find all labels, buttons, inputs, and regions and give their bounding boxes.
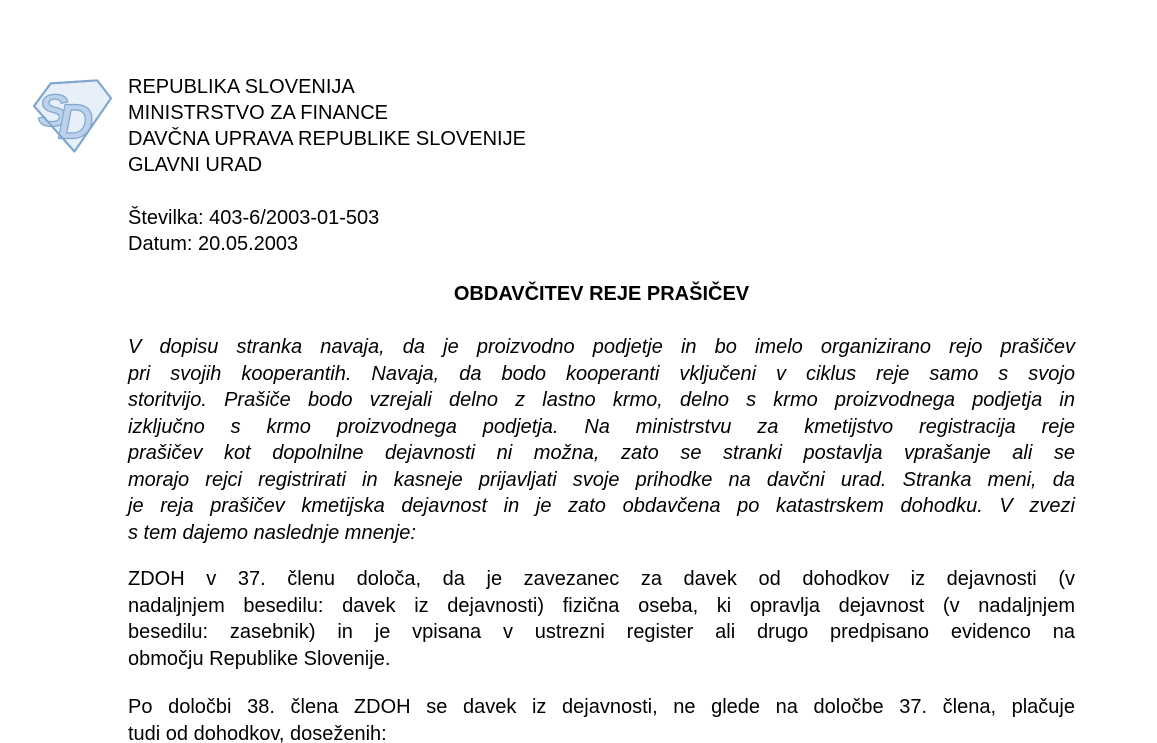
paragraph-line: tudi od dohodkov, doseženih: xyxy=(128,722,387,743)
paragraph-line: storitvijo. Prašiče bodo vzrejali delno z lastno krmo, delno s krmo proizvodnega podjetja in xyxy=(128,389,1075,411)
paragraph-line: prašičev kot dopolnilne dejavnosti ni možna, zato se stranki postavlja vprašanje ali se xyxy=(128,442,1075,464)
letterhead-line-tax-administration: DAVČNA UPRAVA REPUBLIKE SLOVENIJE xyxy=(128,128,526,150)
paragraph-zdoh-article-38 xyxy=(128,694,1075,743)
paragraph-client-statement xyxy=(128,334,1075,546)
paragraph-line: območju Republike Slovenije. xyxy=(128,647,391,670)
paragraph-line: pri svojih kooperantih. Navaja, da bodo kooperanti vključeni v ciklus reje samo s svojo xyxy=(128,362,1075,385)
document-meta xyxy=(128,205,379,257)
letterhead-line-main-office: GLAVNI URAD xyxy=(128,154,263,176)
paragraph-line: je reja prašičev kmetijska dejavnost in je zato obdavčena po katastrskem dohodku. V zvezi xyxy=(128,495,1075,517)
paragraph-line: besedilu: zasebnik) in je vpisana v ustrezni register ali drugo predpisano evidenco na xyxy=(128,621,1075,643)
logo-letter-d: D xyxy=(57,94,94,150)
tax-administration-gem-logo xyxy=(30,72,114,154)
date-line: Datum: 20.05.2003 xyxy=(128,233,299,255)
paragraph-line: V dopisu stranka navaja, da je proizvodno podjetje in bo imelo organizirano rejo prašičev xyxy=(128,336,1075,358)
letterhead-line-republic: REPUBLIKA SLOVENIJA xyxy=(128,76,355,98)
reference-number-line: Številka: 403-6/2003-01-503 xyxy=(128,207,380,229)
paragraph-line: nadaljnjem besedilu: davek iz dejavnosti) fizična oseba, ki opravlja dejavnost (v nadaljnjem xyxy=(128,594,1075,617)
letterhead xyxy=(128,74,526,178)
paragraph-zdoh-article-37 xyxy=(128,566,1075,672)
paragraph-line: izključno s krmo proizvodnega podjetja. Na ministrstvu za kmetijstvo registracija reje xyxy=(128,415,1075,438)
paragraph-line: s tem dajemo naslednje mnenje: xyxy=(128,521,416,544)
document-title: OBDAVČITEV REJE PRAŠIČEV xyxy=(453,283,750,305)
paragraph-line: morajo rejci registrirati in kasneje prijavljati svoje prihodke na davčni urad. Stranka meni, da xyxy=(128,468,1075,491)
letterhead-line-ministry: MINISTRSTVO ZA FINANCE xyxy=(128,102,389,124)
paragraph-line: ZDOH v 37. členu določa, da je zavezanec za davek od dohodkov iz dejavnosti (v xyxy=(128,568,1075,590)
paragraph-line: Po določbi 38. člena ZDOH se davek iz dejavnosti, ne glede na določbe 37. člena, plačuje xyxy=(128,696,1075,718)
logo-letter-s: S xyxy=(37,84,69,136)
